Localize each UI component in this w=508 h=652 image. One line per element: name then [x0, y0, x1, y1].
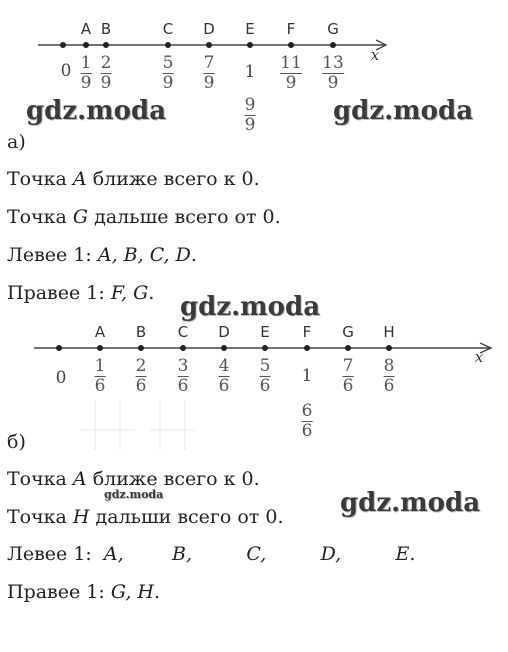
point-zero — [60, 42, 66, 48]
label-A: A — [80, 20, 92, 38]
part-b-line-3: Левее 1: A, B, C, D, E. — [7, 543, 416, 565]
axis-var-x: x — [370, 46, 380, 64]
frac-F: 11 9 — [280, 53, 302, 93]
tick-one-b: 1 — [301, 366, 313, 386]
point-D — [206, 42, 212, 48]
frac-b-F-extra: 6 6 — [301, 401, 313, 441]
part-b-label: б) — [7, 431, 26, 453]
frac-A: 1 9 — [80, 53, 92, 93]
part-b-line-1: Точка A ближе всего к 0. — [7, 468, 260, 490]
part-a-label: а) — [7, 131, 26, 153]
label-b-B: B — [135, 323, 147, 341]
label-D: D — [203, 20, 215, 38]
frac-D: 7 9 — [203, 53, 215, 93]
watermark-1: gdz.moda — [26, 96, 167, 126]
label-b-G: G — [342, 323, 354, 341]
frac-b-E: 5 6 — [259, 356, 271, 396]
label-b-E: E — [260, 323, 270, 341]
point-A — [83, 42, 89, 48]
tick-zero: 0 — [60, 61, 72, 81]
label-b-F: F — [302, 323, 312, 341]
label-E: E — [245, 20, 255, 38]
watermark-3: gdz.moda — [180, 292, 321, 322]
frac-G: 13 9 — [322, 53, 344, 93]
part-b-line-2: Точка H дальши всего от 0. — [7, 506, 284, 528]
point-B — [103, 42, 109, 48]
point-G — [330, 42, 336, 48]
label-F: F — [286, 20, 296, 38]
frac-b-D: 4 6 — [218, 356, 230, 396]
part-a-line-4: Правее 1: F, G. — [7, 282, 155, 304]
frac-C: 5 9 — [162, 53, 174, 93]
tick-zero-b: 0 — [55, 368, 67, 388]
watermark-small: gdz.moda — [104, 488, 164, 501]
label-b-H: H — [383, 323, 395, 341]
frac-b-G: 7 6 — [342, 356, 354, 396]
number-line-b — [0, 300, 508, 460]
point-F — [288, 42, 294, 48]
frac-b-B: 2 6 — [135, 356, 147, 396]
point-E — [247, 42, 253, 48]
frac-E-extra: 9 9 — [244, 95, 256, 135]
part-a-line-1: Точка A ближе всего к 0. — [7, 168, 260, 190]
point-C — [165, 42, 171, 48]
frac-b-A: 1 6 — [94, 356, 106, 396]
label-G: G — [327, 20, 339, 38]
frac-B: 2 9 — [100, 53, 112, 93]
tick-one: 1 — [244, 62, 256, 82]
label-b-D: D — [218, 323, 230, 341]
frac-b-C: 3 6 — [177, 356, 189, 396]
frac-b-H: 8 6 — [383, 356, 395, 396]
label-C: C — [162, 20, 174, 38]
watermark-4: gdz.moda — [340, 488, 481, 518]
axis-var-x-b: x — [474, 348, 484, 366]
label-b-A: A — [94, 323, 106, 341]
watermark-2: gdz.moda — [333, 96, 474, 126]
part-a-line-2: Точка G дальше всего от 0. — [7, 206, 281, 228]
part-b-line-4: Правее 1: G, H. — [7, 581, 161, 603]
label-b-C: C — [177, 323, 189, 341]
part-a-line-3: Левее 1: A, B, C, D. — [7, 244, 197, 266]
label-B: B — [100, 20, 112, 38]
